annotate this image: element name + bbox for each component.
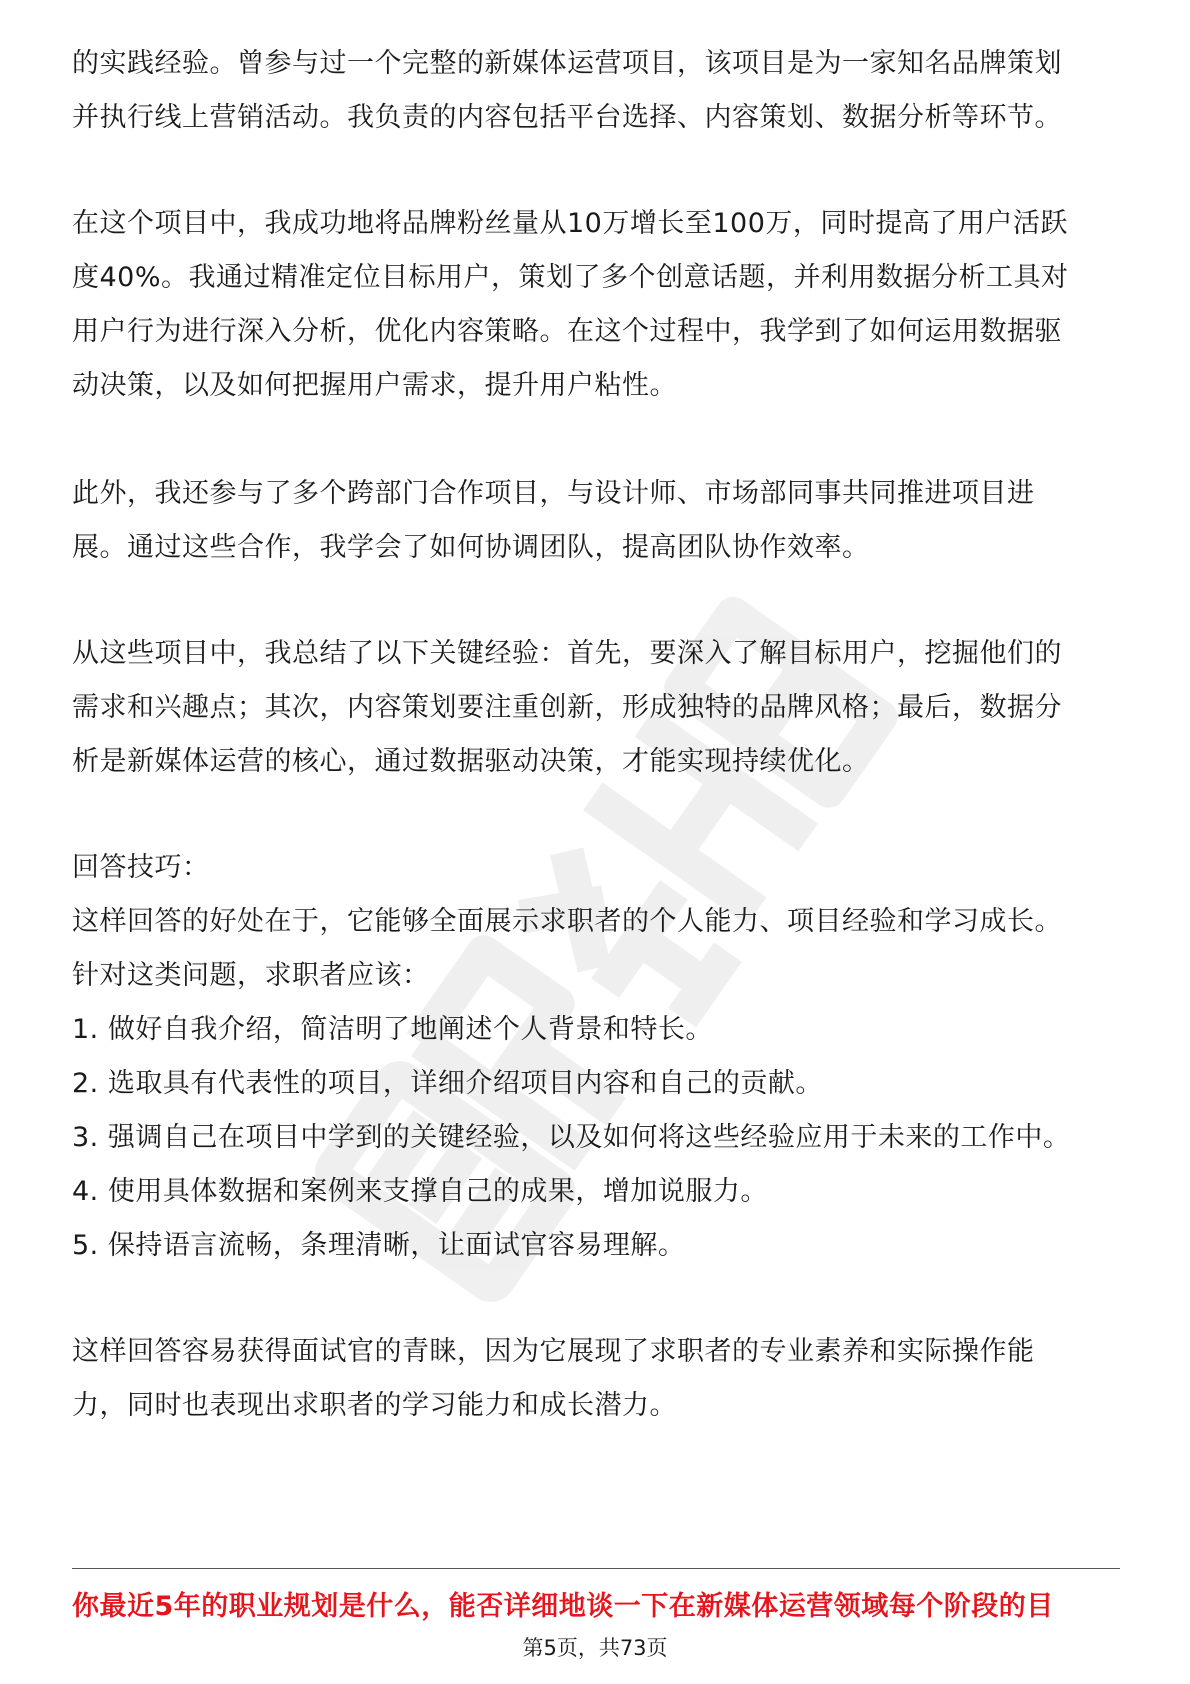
watermark-graphic [230,430,990,1480]
body-line-1: 的实践经验。曾参与过一个完整的新媒体运营项目，该项目是为一家知名品牌策划 [72,48,1062,79]
list-item-4: 4. 使用具体数据和案例来支撑自己的成果，增加说服力。 [72,1176,768,1207]
body-line-5: 用户行为进行深入分析，优化内容策略。在这个过程中，我学到了如何运用数据驱 [72,316,1062,347]
body-line-14: 针对这类问题，求职者应该： [72,960,430,991]
body-line-6: 动决策，以及如何把握用户需求，提升用户粘性。 [72,370,677,401]
page-footer: 第5页，共73页 [522,1636,668,1660]
body-line-4: 度40%。我通过精准定位目标用户，策划了多个创意话题，并利用数据分析工具对 [72,262,1069,293]
body-line-10: 需求和兴趣点；其次，内容策划要注重创新，形成独特的品牌风格；最后，数据分 [72,692,1062,723]
next-question-heading: 你最近5年的职业规划是什么，能否详细地谈一下在新媒体运营领域每个阶段的目 [72,1591,1054,1622]
body-line-13: 这样回答的好处在于，它能够全面展示求职者的个人能力、项目经验和学习成长。 [72,906,1062,937]
body-line-3: 在这个项目中，我成功地将品牌粉丝量从10万增长至100万，同时提高了用户活跃 [72,208,1068,239]
body-line-9: 从这些项目中，我总结了以下关键经验：首先，要深入了解目标用户，挖掘他们的 [72,638,1062,669]
list-item-1: 1. 做好自我介绍，简洁明了地阐述个人背景和特长。 [72,1014,713,1045]
body-line-2: 并执行线上营销活动。我负责的内容包括平台选择、内容策划、数据分析等环节。 [72,102,1062,133]
section-heading-tips: 回答技巧： [72,852,210,883]
list-item-2: 2. 选取具有代表性的项目，详细介绍项目内容和自己的贡献。 [72,1068,823,1099]
body-line-8: 展。通过这些合作，我学会了如何协调团队，提高团队协作效率。 [72,532,870,563]
body-line-20: 这样回答容易获得面试官的青睐，因为它展现了求职者的专业素养和实际操作能 [72,1336,1035,1367]
section-divider [72,1568,1120,1569]
list-item-5: 5. 保持语言流畅，条理清晰，让面试官容易理解。 [72,1230,686,1261]
list-item-3: 3. 强调自己在项目中学到的关键经验，以及如何将这些经验应用于未来的工作中。 [72,1122,1071,1153]
body-line-21: 力，同时也表现出求职者的学习能力和成长潜力。 [72,1390,677,1421]
body-line-11: 析是新媒体运营的核心，通过数据驱动决策，才能实现持续优化。 [72,746,870,777]
body-line-7: 此外，我还参与了多个跨部门合作项目，与设计师、市场部同事共同推进项目进 [72,478,1035,509]
